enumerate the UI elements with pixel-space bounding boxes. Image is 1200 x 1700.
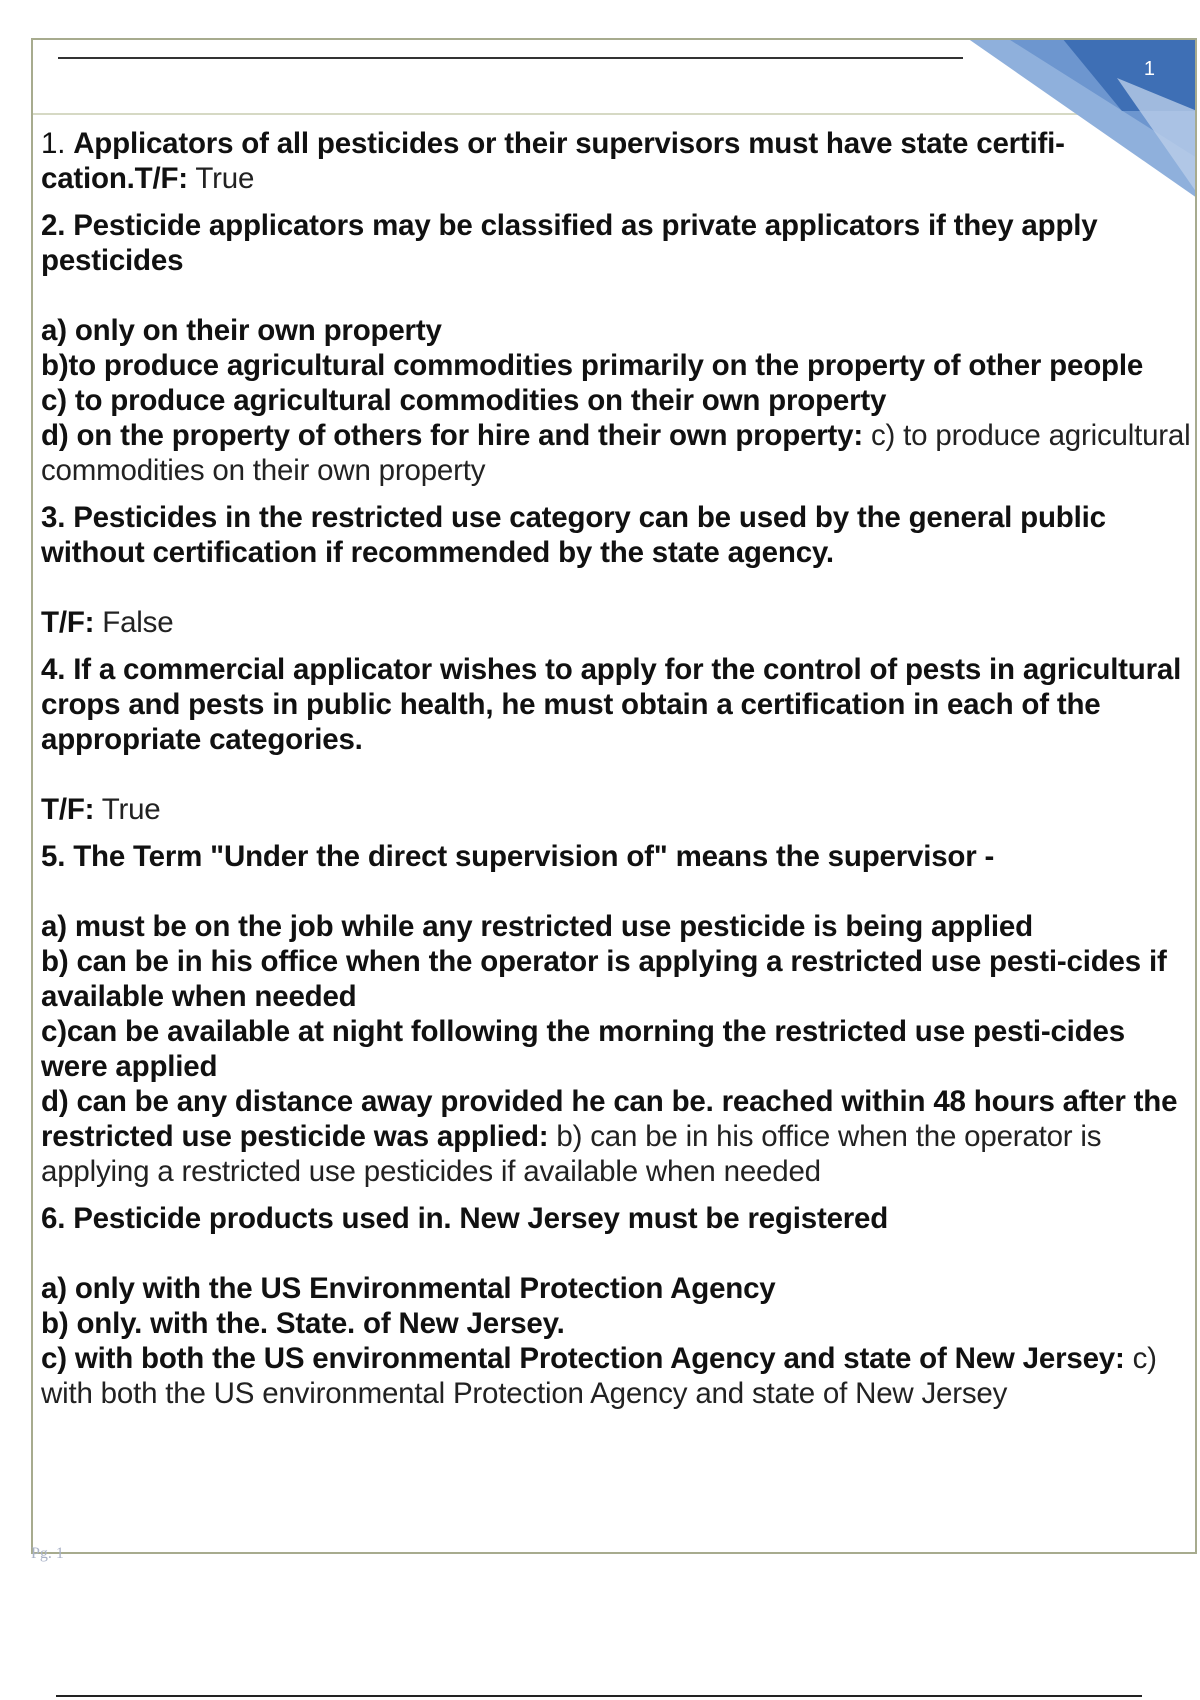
question-2-option-b: b)to produce agricultural commodities primarily on the property of other people bbox=[41, 349, 1144, 382]
answer-2: c) to produce agricultural commodities on their own property bbox=[41, 419, 1191, 487]
footer-rule bbox=[56, 1695, 1142, 1697]
question-3-label: T/F: bbox=[41, 606, 95, 639]
qa-item-5 bbox=[41, 839, 1191, 1189]
qa-content bbox=[41, 126, 1191, 1423]
question-6-option-c: c) with both the US environmental Protection Agency and state of New Jersey: bbox=[41, 1342, 1125, 1375]
page-frame bbox=[31, 38, 1197, 1554]
question-1: Applicators of all pesticides or their supervisors must have state certifi-cation.T/F: bbox=[41, 127, 1065, 195]
question-1-number: 1. bbox=[41, 127, 74, 160]
question-5-option-b: b) can be in his office when the operator is applying a restricted use pesti-cides if available when needed bbox=[41, 945, 1167, 1013]
spacer bbox=[41, 278, 1191, 313]
question-5: 5. The Term "Under the direct supervision of" means the supervisor - bbox=[41, 840, 995, 873]
page-number: 1 bbox=[1143, 58, 1155, 80]
spacer bbox=[41, 874, 1191, 909]
answer-5: b) can be in his office when the operator is applying a restricted use pesticides if available when needed bbox=[41, 1120, 1102, 1188]
spacer bbox=[41, 757, 1191, 792]
spacer bbox=[41, 570, 1191, 605]
header-rule bbox=[58, 57, 963, 59]
question-2-option-d: d) on the property of others for hire and their own property: bbox=[41, 419, 864, 452]
question-4-label: T/F: bbox=[41, 793, 95, 826]
question-6: 6. Pesticide products used in. New Jersey must be registered bbox=[41, 1202, 889, 1235]
question-5-option-c: c)can be available at night following the morning the restricted use pesti-cides were applied bbox=[41, 1015, 1125, 1083]
question-6-option-b: b) only. with the. State. of New Jersey. bbox=[41, 1307, 565, 1340]
answer-4: True bbox=[94, 793, 161, 826]
answer-6: c) with both the US environmental Protection Agency and state of New Jersey bbox=[41, 1342, 1157, 1410]
qa-item-2 bbox=[41, 208, 1191, 488]
page-label: Pg. 1 bbox=[31, 1545, 64, 1562]
question-2-option-a: a) only on their own property bbox=[41, 314, 442, 347]
qa-item-4 bbox=[41, 652, 1191, 827]
question-5-option-a: a) must be on the job while any restricted use pesticide is being applied bbox=[41, 910, 1033, 943]
question-5-option-d: d) can be any distance away provided he can be. reached within 48 hours after the restricted use pesticide was applied: bbox=[41, 1085, 1178, 1153]
question-2: 2. Pesticide applicators may be classified as private applicators if they apply pesticides bbox=[41, 209, 1098, 277]
qa-item-1 bbox=[41, 126, 1191, 196]
question-6-option-a: a) only with the US Environmental Protection Agency bbox=[41, 1272, 776, 1305]
spacer bbox=[41, 1236, 1191, 1271]
question-4: 4. If a commercial applicator wishes to apply for the control of pests in agricultural crops and pests in public health, he must obtain a certification in each of the appropriate categories. bbox=[41, 653, 1182, 756]
answer-1: True bbox=[187, 162, 255, 195]
qa-item-3 bbox=[41, 500, 1191, 640]
answer-3: False bbox=[94, 606, 174, 639]
question-3: 3. Pesticides in the restricted use category can be used by the general public without certification if recommended by the state agency. bbox=[41, 501, 1106, 569]
question-2-option-c: c) to produce agricultural commodities on their own property bbox=[41, 384, 887, 417]
qa-item-6 bbox=[41, 1201, 1191, 1411]
